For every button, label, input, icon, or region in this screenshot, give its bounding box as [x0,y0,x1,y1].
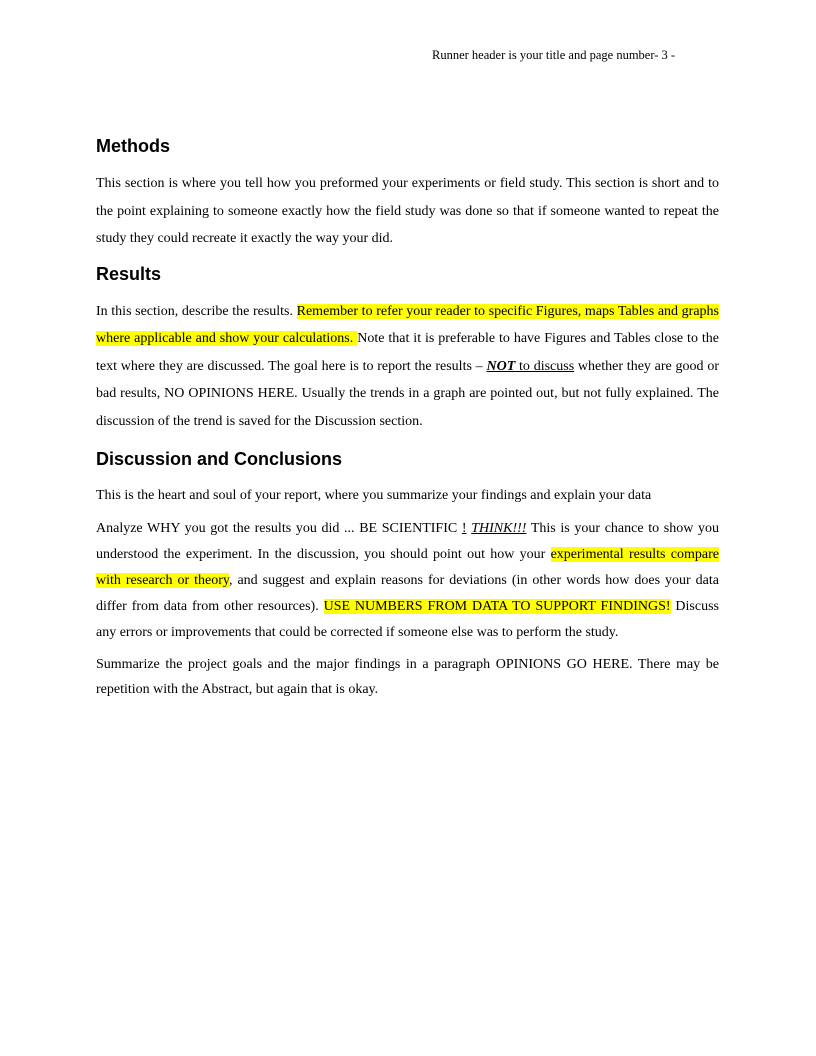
results-highlight: Remember to refer your reader to specific Figures, maps Tables and graphs where applicable and show your calculations. [96,303,720,346]
methods-heading: Methods [96,136,170,156]
runner-header: Runner header is your title and page number- 3 - [432,48,676,62]
results-text-3: whether they are good or bad results, NO OPINIONS HERE. Usually the trends in a graph are pointed out, but not fully explained. The discussion of the trend is saved for the Discussion section. [96,358,719,429]
discussion-highlight-1: experimental results compare with research or theory [96,546,719,588]
results-paragraph [96,298,719,436]
discussion-text-1: Analyze WHY you got the results you did ... BE SCIENTIFIC [96,520,462,536]
discussion-heading: Discussion and Conclusions [96,449,343,469]
discussion-intro: This is the heart and soul of your report, where you summarize your findings and explain your data [96,488,652,503]
summary-paragraph: Summarize the project goals and the major findings in a paragraph OPINIONS GO HERE. There may be repetition with the Abstract, but again that is okay. [96,656,719,697]
discussion-paragraph [96,516,719,646]
discussion-text-3: , and suggest and explain reasons for deviations (in other words how does your data differ from data from other resources). [96,572,719,614]
results-heading: Results [96,263,162,284]
not-emphasis: NOT [486,358,516,374]
discussion-text-4: Discuss any errors or improvements that could be corrected if someone else was to perform the study. [96,598,719,640]
methods-paragraph: This section is where you tell how you preformed your experiments or field study. This section is short and to the point explaining to someone exactly how the field study was done so that if someone wanted to repeat the study they could recreate it exactly the way your did. [96,176,719,246]
to-discuss-underlined: to discuss [515,358,575,374]
discussion-text-2: This is your chance to show you understood the experiment. In the discussion, you should point out how your [96,520,720,562]
exclamation-underlined: ! [461,520,467,536]
results-text-1: In this section, describe the results. [96,303,297,319]
results-text-2: Note that it is preferable to have Figures and Tables close to the text where they are discussed. The goal here is to report the results – [96,331,719,374]
discussion-highlight-2: USE NUMBERS FROM DATA TO SUPPORT FINDINGS! [323,598,671,614]
think-emphasis: THINK!!! [471,520,527,536]
page-content [96,134,719,702]
